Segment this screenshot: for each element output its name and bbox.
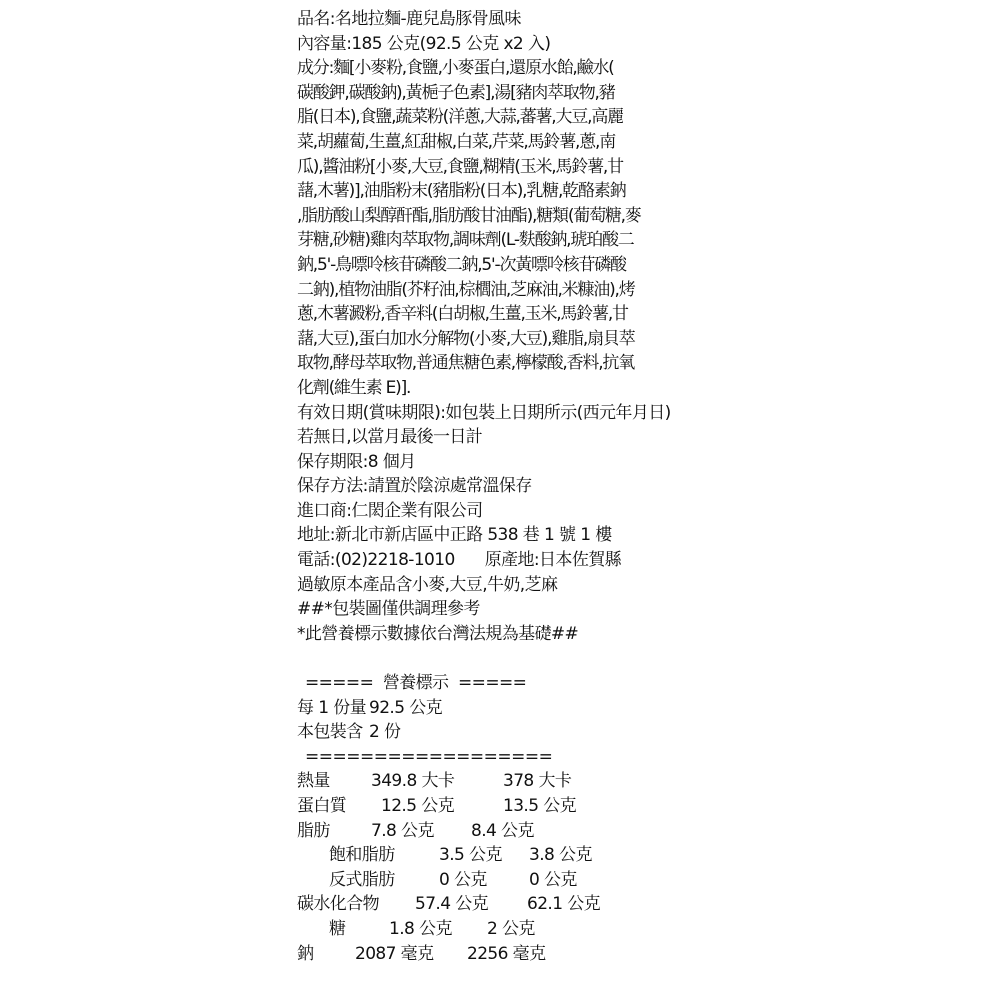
ingredients-line: 成分:麵[小麥粉,食鹽,小麥蛋白,還原水飴,鹼水( bbox=[297, 58, 614, 79]
serving-size-row bbox=[297, 696, 697, 721]
per-pack-value: 2 公克 bbox=[487, 918, 535, 939]
servings-per-pack-row bbox=[297, 720, 697, 745]
ingredients-line: 藷,木薯)],油脂粉末(豬脂粉(日本),乳糖,乾酪素鈉 bbox=[297, 181, 626, 202]
phone-origin-line bbox=[297, 548, 697, 573]
address: 地址:新北市新店區中正路 538 巷 1 號 1 樓 bbox=[297, 525, 612, 546]
ingredients-line: 鈉,5'-鳥嘌呤核苷磷酸二鈉,5'-次黃嘌呤核苷磷酸 bbox=[297, 254, 626, 275]
spacer bbox=[297, 646, 697, 671]
storage-method: 保存方法:請置於陰涼處常溫保存 bbox=[297, 476, 532, 497]
ingredients-line: 菜,胡蘿蔔,生薑,紅甜椒,白菜,芹菜,馬鈴薯,蔥,南 bbox=[297, 131, 616, 152]
ingredients-line: 化劑(維生素 E)]. bbox=[297, 377, 411, 398]
importer: 進口商:仁閎企業有限公司 bbox=[297, 500, 483, 521]
phone: 電話:(02)2218-1010 bbox=[297, 550, 455, 571]
nutrition-row-trans-fat bbox=[297, 868, 697, 893]
nutrition-row-sugar bbox=[297, 917, 697, 942]
product-name: 品名:名地拉麵-鹿兒島豚骨風味 bbox=[297, 9, 521, 29]
servings-per-pack-value: 2 份 bbox=[369, 722, 401, 743]
expiry-date: 有效日期(賞味期限):如包裝上日期所示(西元年月日) bbox=[297, 402, 671, 423]
nutrient-name: 熱量 bbox=[297, 771, 330, 792]
per-serving-value: 3.5 公克 bbox=[439, 845, 502, 866]
nutrient-name: 反式脂肪 bbox=[329, 869, 395, 890]
per-serving-value: 7.8 公克 bbox=[371, 820, 434, 841]
allergen-info: 過敏原本產品含小麥,大豆,牛奶,芝麻 bbox=[297, 574, 558, 595]
per-serving-value: 2087 毫克 bbox=[355, 943, 434, 964]
ingredients-line: 碳酸鉀,碳酸鈉),黃梔子色素],湯[豬肉萃取物,豬 bbox=[297, 82, 615, 103]
servings-per-pack-label: 本包裝含 bbox=[297, 722, 363, 743]
nutrient-name: 飽和脂肪 bbox=[329, 845, 395, 866]
per-pack-value: 0 公克 bbox=[529, 869, 577, 890]
net-content: 內容量:185 公克(92.5 公克 x2 入) bbox=[297, 33, 551, 54]
ingredients-line: ,脂肪酸山梨醇酐酯,脂肪酸甘油酯),糖類(葡萄糖,麥 bbox=[297, 205, 641, 226]
nutrient-name: 碳水化合物 bbox=[297, 894, 379, 915]
nutrition-row-sodium bbox=[297, 942, 697, 967]
serving-size-label: 每 1 份量 bbox=[297, 697, 367, 718]
nutrition-row-carbohydrate bbox=[297, 892, 697, 917]
ingredients-line: 蔥,木薯澱粉,香辛料(白胡椒,生薑,玉米,馬鈴薯,甘 bbox=[297, 304, 628, 325]
expiry-note: 若無日,以當月最後一日計 bbox=[297, 427, 483, 448]
per-serving-value: 12.5 公克 bbox=[381, 796, 455, 816]
product-label bbox=[297, 7, 697, 966]
shelf-life: 保存期限:8 個月 bbox=[297, 451, 416, 472]
per-pack-value: 8.4 公克 bbox=[471, 820, 534, 841]
ingredients-line: 脂(日本),食鹽,蔬菜粉(洋蔥,大蒜,蕃薯,大豆,高麗 bbox=[297, 107, 623, 128]
nutrient-name: 鈉 bbox=[297, 943, 314, 964]
per-pack-value: 3.8 公克 bbox=[529, 845, 592, 866]
per-serving-value: 57.4 公克 bbox=[415, 894, 489, 915]
nutrition-row-protein bbox=[297, 794, 697, 819]
per-pack-value: 2256 毫克 bbox=[467, 943, 546, 964]
nutrition-row-fat bbox=[297, 819, 697, 844]
nutrient-name: 蛋白質 bbox=[297, 796, 347, 816]
ingredients-line: 二鈉),植物油脂(芥籽油,棕櫚油,芝麻油,米糠油),烤 bbox=[297, 279, 635, 300]
ingredients-line: 瓜),醬油粉[小麥,大豆,食鹽,糊精(玉米,馬鈴薯,甘 bbox=[297, 156, 623, 177]
note-package-image: ##*包裝圖僅供調理參考 bbox=[297, 599, 480, 620]
per-serving-value: 0 公克 bbox=[439, 869, 487, 890]
ingredients-line: 藷,大豆),蛋白加水分解物(小麥,大豆),雞脂,扇貝萃 bbox=[297, 328, 635, 349]
origin: 原產地:日本佐賀縣 bbox=[484, 550, 622, 571]
per-serving-value: 349.8 大卡 bbox=[371, 771, 455, 792]
nutrition-row-saturated-fat bbox=[297, 843, 697, 868]
serving-size-value: 92.5 公克 bbox=[369, 697, 443, 718]
ingredients-block bbox=[297, 56, 697, 400]
ingredients-line: 取物,酵母萃取物,普通焦糖色素,檸檬酸,香料,抗氧 bbox=[297, 353, 635, 374]
nutrient-name: 糖 bbox=[329, 918, 346, 939]
nutrition-title: ===== 營養標示 ===== bbox=[305, 673, 527, 694]
per-pack-value: 378 大卡 bbox=[503, 771, 572, 792]
per-pack-value: 13.5 公克 bbox=[503, 796, 577, 816]
per-pack-value: 62.1 公克 bbox=[527, 894, 601, 915]
note-nutrition-basis: *此營養標示數據依台灣法規為基礎## bbox=[297, 623, 579, 644]
nutrient-name: 脂肪 bbox=[297, 820, 330, 841]
ingredients-line: 芽糖,砂糖)雞肉萃取物,調味劑(L-麩酸鈉,琥珀酸二 bbox=[297, 230, 634, 251]
nutrition-separator: ================== bbox=[305, 746, 553, 767]
per-serving-value: 1.8 公克 bbox=[389, 918, 452, 939]
nutrition-row-energy bbox=[297, 769, 697, 794]
